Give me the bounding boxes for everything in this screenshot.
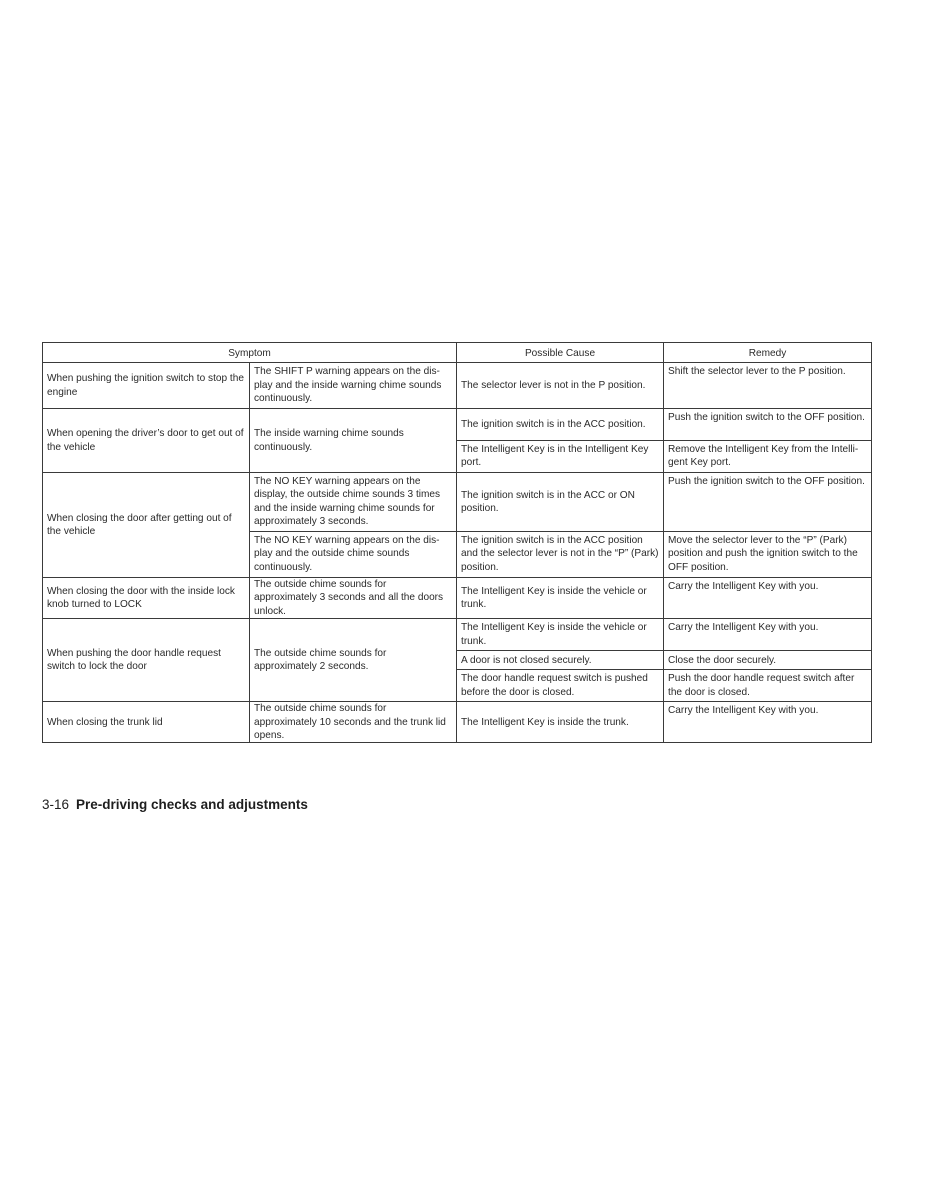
remedy-cell: Move the selector lever to the “P” (Park) position and push the ignition switch to the OFF position. (664, 532, 872, 578)
remedy-cell: Carry the Intelligent Key with you. (664, 578, 872, 619)
section-title: Pre-driving checks and adjustments (76, 797, 308, 812)
table-header-row (43, 343, 872, 363)
cause-cell: The ignition switch is in the ACC position. (457, 409, 664, 441)
cause-cell: The Intelligent Key is inside the vehicle or trunk. (457, 578, 664, 619)
remedy-cell: Carry the Intelligent Key with you. (664, 619, 872, 651)
symptom-condition-cell: When pushing the door handle request switch to lock the door (43, 619, 250, 702)
remedy-cell: Remove the Intelligent Key from the Intelligent Key port. (664, 441, 872, 473)
cause-cell: The Intelligent Key is inside the trunk. (457, 702, 664, 743)
symptom-condition-cell: When opening the driver’s door to get out of the vehicle (43, 409, 250, 473)
cause-cell: The Intelligent Key is inside the vehicle or trunk. (457, 619, 664, 651)
cause-cell: The door handle request switch is pushed before the door is closed. (457, 670, 664, 702)
symptom-detail-cell: The outside chime sounds for approximately 2 seconds. (250, 619, 457, 702)
cause-cell: The selector lever is not in the P position. (457, 363, 664, 409)
remedy-cell: Carry the Intelligent Key with you. (664, 702, 872, 743)
cause-cell: The ignition switch is in the ACC position and the selector lever is not in the “P” (Park) position. (457, 532, 664, 578)
symptom-detail-cell: The SHIFT P warning appears on the display and the inside warning chime sounds continuously. (250, 363, 457, 409)
symptom-detail-cell: The outside chime sounds for approximately 3 seconds and all the doors unlock. (250, 578, 457, 619)
remedy-cell: Shift the selector lever to the P position. (664, 363, 872, 409)
header-remedy: Remedy (664, 343, 872, 363)
symptom-detail-cell: The outside chime sounds for approximately 10 seconds and the trunk lid opens. (250, 702, 457, 743)
symptom-condition-cell: When closing the trunk lid (43, 702, 250, 743)
remedy-cell: Push the ignition switch to the OFF position. (664, 473, 872, 532)
cause-cell: The Intelligent Key is in the Intelligent Key port. (457, 441, 664, 473)
remedy-cell: Push the ignition switch to the OFF position. (664, 409, 872, 441)
symptom-condition-cell: When closing the door after getting out of the vehicle (43, 473, 250, 578)
cause-cell: The ignition switch is in the ACC or ON position. (457, 473, 664, 532)
header-symptom: Symptom (43, 343, 457, 363)
table-row (43, 578, 872, 619)
header-possible-cause: Possible Cause (457, 343, 664, 363)
table-row (43, 363, 872, 409)
table-row (43, 619, 872, 651)
cause-cell: A door is not closed securely. (457, 651, 664, 670)
table-row (43, 702, 872, 743)
symptom-condition-cell: When pushing the ignition switch to stop the engine (43, 363, 250, 409)
page-footer (42, 797, 308, 812)
remedy-cell: Close the door securely. (664, 651, 872, 670)
remedy-cell: Push the door handle request switch after the door is closed. (664, 670, 872, 702)
page-number: 3-16 (42, 797, 70, 812)
symptom-detail-cell: The NO KEY warning appears on the display and the outside chime sounds continuously. (250, 532, 457, 578)
table-row (43, 473, 872, 532)
troubleshooting-table (42, 342, 872, 743)
symptom-detail-cell: The NO KEY warning appears on the display, the outside chime sounds 3 times and the inside warning chime sounds for approximately 3 seconds. (250, 473, 457, 532)
table-row (43, 409, 872, 441)
symptom-condition-cell: When closing the door with the inside lock knob turned to LOCK (43, 578, 250, 619)
symptom-detail-cell: The inside warning chime sounds continuously. (250, 409, 457, 473)
